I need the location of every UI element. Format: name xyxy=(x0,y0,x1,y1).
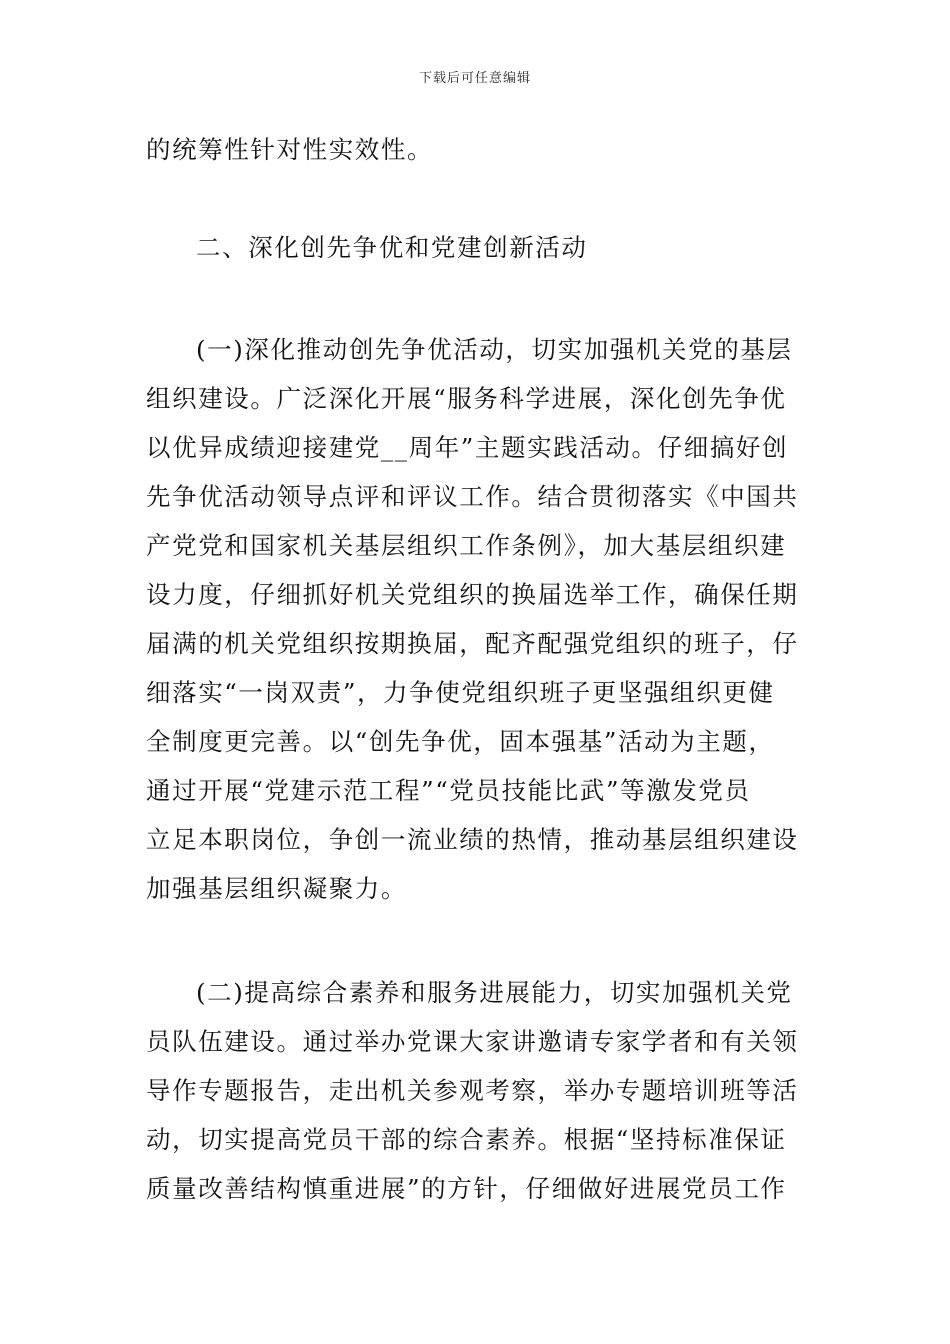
paragraph-1-line: 届满的机关党组织按期换届，配齐配强党组织的班子，仔 xyxy=(146,629,799,658)
body-line: 的统筹性针对性实效性。 xyxy=(146,135,434,164)
paragraph-1-line: (一)深化推动创先争优活动，切实加强机关党的基层 xyxy=(196,335,793,364)
paragraph-1-line: 先争优活动领导点评和评议工作。结合贯彻落实《中国共 xyxy=(146,482,799,511)
page-header: 下载后可任意编辑 xyxy=(418,71,531,86)
paragraph-1-line: 产党党和国家机关基层组织工作条例》，加大基层组织建 xyxy=(146,531,787,560)
paragraph-2-line: 质量改善结构慎重进展”的方针，仔细做好进展党员工作 xyxy=(146,1174,787,1203)
section-heading: 二、深化创先争优和党建创新活动 xyxy=(196,233,588,262)
paragraph-1-line: 细落实“一岗双责”，力争使党组织班子更坚强组织更健 xyxy=(146,678,775,707)
paragraph-2-line: 动，切实提高党员干部的综合素养。根据“坚持标准保证 xyxy=(146,1125,787,1154)
paragraph-1-line: 通过开展“党建示范工程”“党员技能比武”等激发党员 xyxy=(146,776,751,805)
paragraph-1-line: 以优异成绩迎接建党__周年”主题实践活动。仔细搞好创 xyxy=(146,433,789,462)
paragraph-1-line: 设力度，仔细抓好机关党组织的换届选举工作，确保任期 xyxy=(146,580,799,609)
paragraph-2-line: 员队伍建设。通过举办党课大家讲邀请专家学者和有关领 xyxy=(146,1027,799,1056)
paragraph-1-line: 立足本职岗位，争创一流业绩的热情，推动基层组织建设 xyxy=(146,825,799,854)
paragraph-2-line: 导作专题报告，走出机关参观考察，举办专题培训班等活 xyxy=(146,1076,799,1105)
paragraph-1-line: 全制度更完善。以“创先争优，固本强基”活动为主题， xyxy=(146,727,775,756)
paragraph-1-line: 组织建设。广泛深化开展“服务科学进展，深化创先争优 xyxy=(146,384,787,413)
paragraph-1-line: 加强基层组织凝聚力。 xyxy=(146,874,407,903)
paragraph-2-line: (二)提高综合素养和服务进展能力，切实加强机关党 xyxy=(196,978,793,1007)
